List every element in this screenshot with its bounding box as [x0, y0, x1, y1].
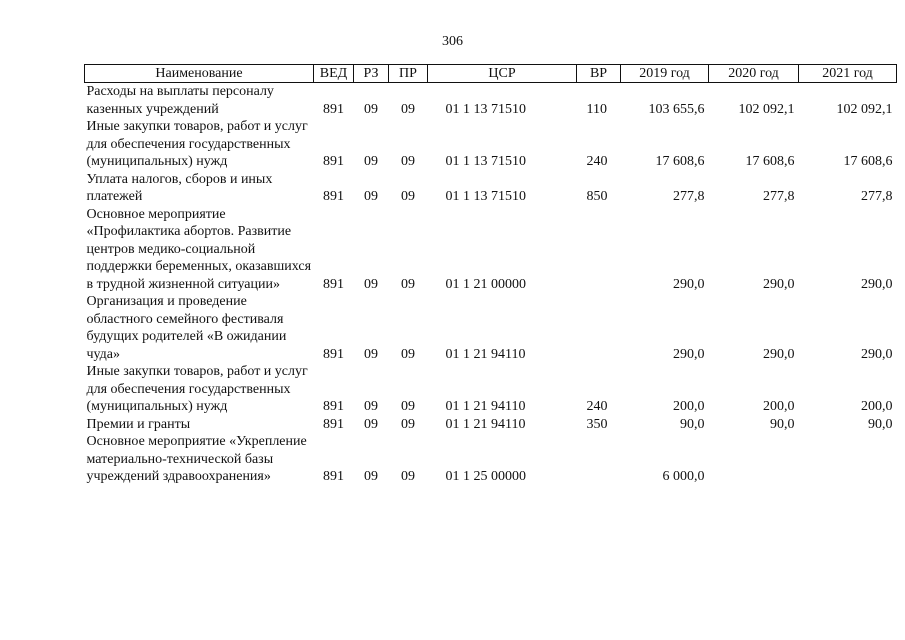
row-csr: 01 1 21 00000 [445, 276, 526, 292]
row-name: Основное мероприятие «Профилактика абортов. Развитие центров медико-социальной поддержки беременных, оказавшихся в трудной жизненной ситуации» [86, 206, 312, 292]
row-ved: 891 [323, 154, 344, 169]
row-2020: 90,0 [770, 416, 795, 432]
row-2019: 17 608,6 [655, 154, 705, 169]
row-vr: 850 [586, 189, 608, 204]
row-2020: 17 608,6 [745, 154, 795, 169]
column-header-pr: ПР [389, 65, 428, 83]
row-ved: 891 [323, 189, 344, 204]
row-2019: 200,0 [673, 399, 705, 414]
row-csr: 01 1 13 71510 [445, 101, 526, 117]
column-header-rz: РЗ [354, 65, 389, 83]
table-row [85, 293, 897, 363]
row-2019: 90,0 [680, 416, 705, 432]
row-vr: 350 [586, 416, 608, 432]
row-2021: 17 608,6 [843, 154, 893, 169]
row-vr [577, 433, 621, 486]
row-2021: 102 092,1 [836, 101, 893, 117]
row-ved: 891 [323, 101, 344, 117]
row-pr: 09 [401, 346, 415, 362]
row-2021: 290,0 [861, 276, 893, 292]
row-pr: 09 [401, 416, 415, 432]
row-csr: 01 1 25 00000 [445, 469, 526, 484]
row-name: Основное мероприятие «Укрепление материально-технической базы учреждений здравоохранения» [86, 434, 307, 484]
column-header-csr: ЦСР [428, 65, 577, 83]
row-pr: 09 [401, 399, 415, 414]
row-name: Расходы на выплаты персоналу казенных учреждений [86, 84, 274, 117]
row-2021: 200,0 [861, 399, 893, 414]
row-2021 [799, 433, 897, 486]
column-header-2019: 2019 год [621, 65, 709, 83]
row-rz: 09 [364, 469, 378, 484]
row-rz: 09 [364, 154, 378, 169]
table-row [85, 83, 897, 119]
row-ved: 891 [323, 276, 344, 292]
page-number: 306 [442, 34, 463, 49]
row-2019: 103 655,6 [648, 101, 705, 117]
row-name: Премии и гранты [86, 416, 191, 432]
row-pr: 09 [401, 189, 415, 204]
row-rz: 09 [364, 276, 378, 292]
row-2019: 277,8 [673, 189, 705, 204]
row-2021: 277,8 [861, 189, 893, 204]
row-2020: 102 092,1 [738, 101, 795, 117]
row-vr [577, 206, 621, 294]
row-name: Иные закупки товаров, работ и услуг для обеспечения государственных (муниципальных) нужд [86, 364, 308, 414]
column-header-ved: ВЕД [314, 65, 354, 83]
row-2020: 200,0 [763, 399, 795, 414]
column-header-2020: 2020 год [709, 65, 799, 83]
row-2020 [709, 433, 799, 486]
row-pr: 09 [401, 276, 415, 292]
row-vr: 240 [586, 154, 608, 169]
row-csr: 01 1 21 94110 [445, 416, 526, 432]
row-rz: 09 [364, 399, 378, 414]
row-2019: 6 000,0 [662, 469, 705, 484]
table-row [85, 363, 897, 416]
column-header-2021: 2021 год [799, 65, 897, 83]
row-csr: 01 1 13 71510 [445, 189, 526, 204]
row-pr: 09 [401, 101, 415, 117]
table-row [85, 206, 897, 294]
row-name: Уплата налогов, сборов и иных платежей [86, 171, 273, 204]
row-ved: 891 [323, 346, 344, 362]
row-ved: 891 [323, 469, 344, 484]
budget-table [84, 64, 897, 486]
column-header-name: Наименование [85, 65, 314, 83]
row-vr [577, 293, 621, 363]
row-pr: 09 [401, 469, 415, 484]
row-csr: 01 1 21 94110 [445, 399, 526, 414]
table-row [85, 118, 897, 171]
row-ved: 891 [323, 416, 344, 432]
row-2020: 290,0 [763, 276, 795, 292]
row-csr: 01 1 21 94110 [445, 346, 526, 362]
row-rz: 09 [364, 189, 378, 204]
row-name: Организация и проведение областного семейного фестиваля будущих родителей «В ожидании чуда» [86, 294, 287, 362]
row-vr: 110 [586, 101, 607, 117]
column-header-vr: ВР [577, 65, 621, 83]
row-2020: 290,0 [763, 346, 795, 362]
row-csr: 01 1 13 71510 [445, 154, 526, 169]
row-rz: 09 [364, 346, 378, 362]
table-row [85, 416, 897, 434]
row-name: Иные закупки товаров, работ и услуг для обеспечения государственных (муниципальных) нужд [86, 119, 308, 169]
row-rz: 09 [364, 416, 378, 432]
row-ved: 891 [323, 399, 344, 414]
row-rz: 09 [364, 101, 378, 117]
row-2021: 90,0 [868, 416, 893, 432]
row-pr: 09 [401, 154, 415, 169]
row-vr: 240 [586, 399, 608, 414]
table-row [85, 171, 897, 206]
table-row [85, 433, 897, 486]
row-2019: 290,0 [673, 346, 705, 362]
table-header-row [85, 65, 897, 83]
row-2021: 290,0 [861, 346, 893, 362]
row-2019: 290,0 [673, 276, 705, 292]
row-2020: 277,8 [763, 189, 795, 204]
